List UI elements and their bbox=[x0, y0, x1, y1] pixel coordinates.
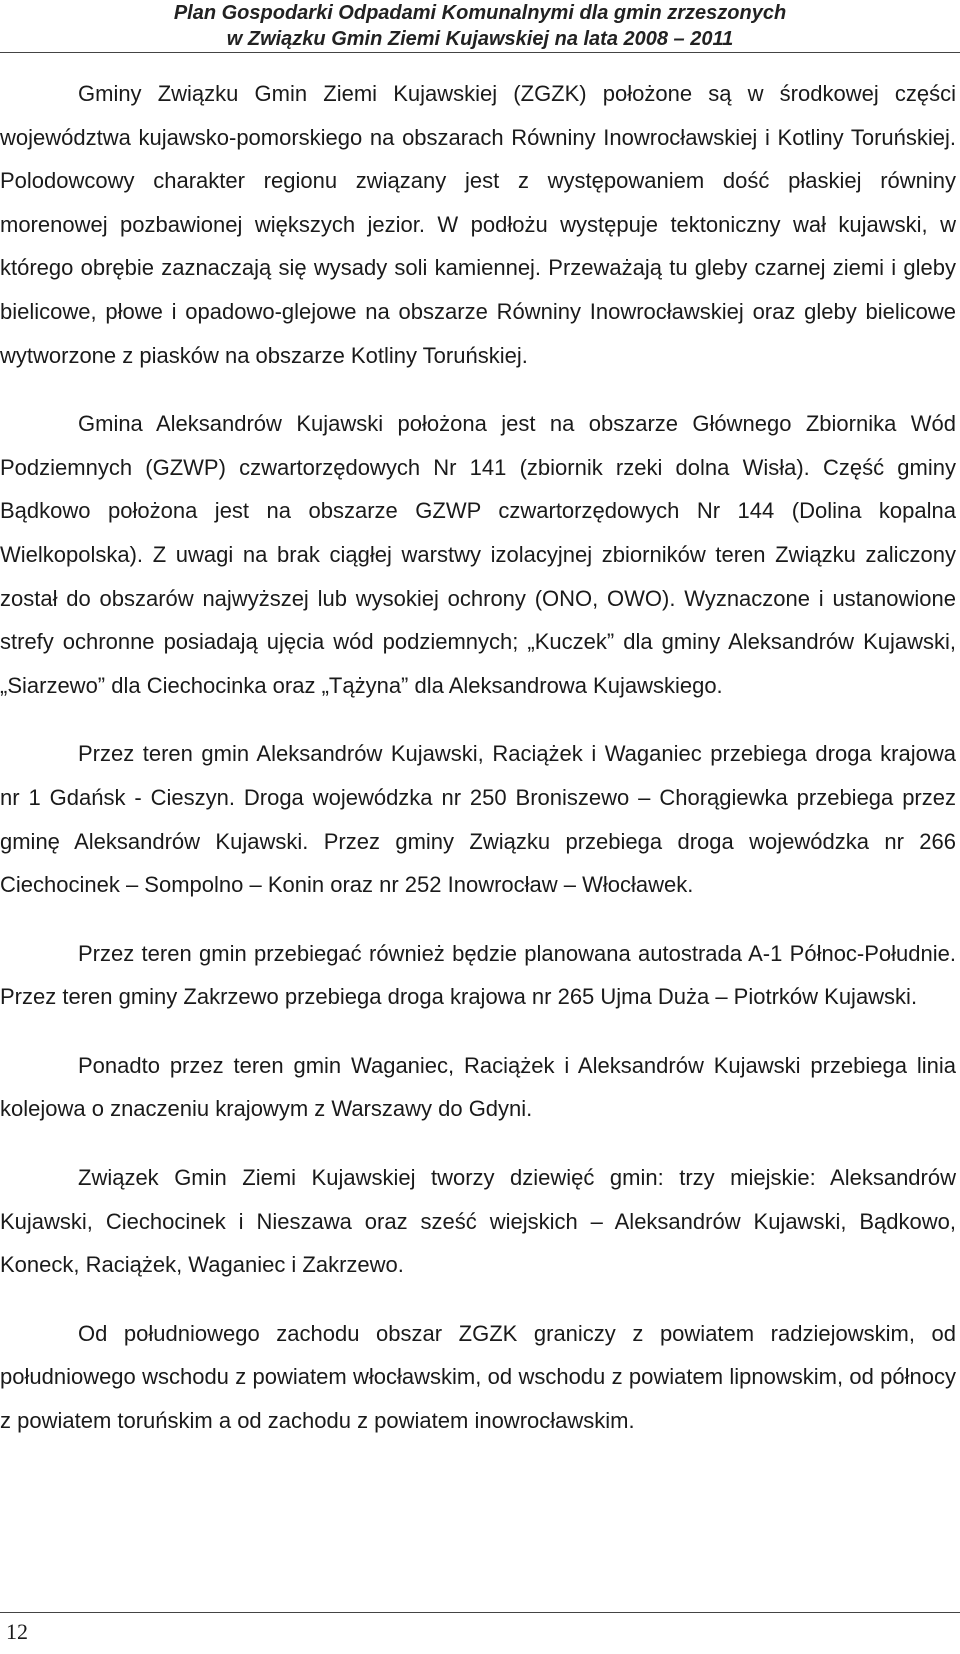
paragraph-borders: Od południowego zachodu obszar ZGZK graniczy z powiatem radziejowskim, od południowego wschodu z powiatem włocławskim, od wschodu z powiatem lipnowskim, od północy z powiatem toruńskim a od zachodu z powiatem inowrocławskim. bbox=[0, 1320, 956, 1434]
footer-divider bbox=[0, 1612, 960, 1613]
paragraph-motorway: Przez teren gmin przebiegać również będzie planowana autostrada A-1 Północ-Południe. Przez teren gminy Zakrzewo przebiega droga krajowa nr 265 Ujma Duża – Piotrków Kujawski. bbox=[0, 940, 956, 1010]
page-number: 12 bbox=[6, 1619, 28, 1644]
page-header bbox=[0, 0, 960, 52]
header-title-line-2: w Związku Gmin Ziemi Kujawskiej na lata 2008 – 2011 bbox=[226, 28, 734, 50]
paragraph-roads: Przez teren gmin Aleksandrów Kujawski, Raciążek i Waganiec przebiega droga krajowa nr 1 Gdańsk - Cieszyn. Droga wojewódzka nr 250 Broniszewo – Chorągiewka przebiega przez gminę Aleksandrów Kujawski. Przez gminy Związku przebiega droga wojewódzka nr 266 Ciechocinek – Sompolno – Konin oraz nr 252 Inowrocław – Włocławek. bbox=[0, 741, 956, 898]
paragraph-railway: Ponadto przez teren gmin Waganiec, Raciążek i Aleksandrów Kujawski przebiega linia kolejowa o znaczeniu krajowym z Warszawy do Gdyni. bbox=[0, 1052, 956, 1122]
paragraph-member-communes: Związek Gmin Ziemi Kujawskiej tworzy dziewięć gmin: trzy miejskie: Aleksandrów Kujawski, Ciechocinek i Nieszawa oraz sześć wiejskich – Aleksandrów Kujawski, Bądkowo, Koneck, Raciążek, Waganiec i Zakrzewo. bbox=[0, 1165, 956, 1278]
paragraph-region-description: Gminy Związku Gmin Ziemi Kujawskiej (ZGZK) położone są w środkowej części województwa kujawsko-pomorskiego na obszarach Równiny Inowrocławskiej i Kotliny Toruńskiej. Polodowcowy charakter regionu związany jest z występowaniem dość płaskiej równiny morenowej pozbawionej większych jezior. W podłożu występuje tektoniczny wał kujawski, w którego obrębie zaznaczają się wysady soli kamiennej. Przeważają tu gleby czarnej ziemi i gleby bielicowe, płowe i opadowo-glejowe na obszarze Równiny Inowrocławskiej oraz gleby bielicowe wytworzone z piasków na obszarze Kotliny Toruńskiej. bbox=[0, 81, 956, 368]
paragraph-groundwater: Gmina Aleksandrów Kujawski położona jest na obszarze Głównego Zbiornika Wód Podziemnych (GZWP) czwartorzędowych Nr 141 (zbiornik rzeki dolna Wisła). Część gminy Bądkowo położona jest na obszarze GZWP czwartorzędowych Nr 144 (Dolina kopalna Wielkopolska). Z uwagi na brak ciągłej warstwy izolacyjnej zbiorników teren Związku zaliczony został do obszarów najwyższej lub wysokiej ochrony (ONO, OWO). Wyznaczone i ustanowione strefy ochronne posiadają ujęcia wód podziemnych; „Kuczek” dla gminy Aleksandrów Kujawski, „Siarzewo” dla Ciechocinka oraz „Tążyna” dla Aleksandrowa Kujawskiego. bbox=[0, 411, 956, 698]
header-title-line-1: Plan Gospodarki Odpadami Komunalnymi dla gmin zrzeszonych bbox=[173, 2, 787, 24]
document-body bbox=[0, 72, 956, 1468]
header-divider bbox=[0, 52, 960, 53]
